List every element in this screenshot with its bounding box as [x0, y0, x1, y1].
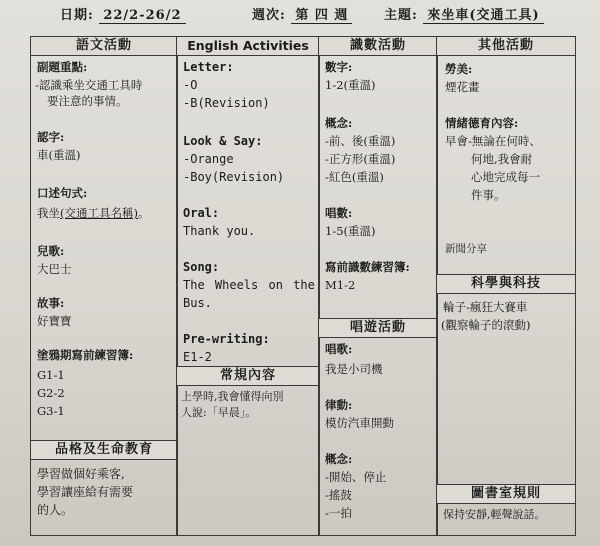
moral-line-1: 學習做個好乘客, — [37, 467, 125, 481]
prewriting-item-3: G3-1 — [37, 404, 65, 418]
art-label: 勞美: — [445, 62, 473, 76]
oral-label: Oral: — [183, 206, 220, 220]
word-label: 認字: — [37, 130, 65, 144]
sing-value: 我是小司機 — [325, 362, 383, 376]
art-value: 煙花畫 — [445, 80, 480, 94]
library-rule: 保持安靜,輕聲說話。 — [443, 508, 546, 521]
chinese-activities-title: 語文活動 — [31, 37, 177, 56]
week-field — [252, 4, 352, 23]
english-activities-title: English Activities — [177, 37, 319, 56]
number-value: 1-2(重溫) — [325, 78, 376, 92]
numeracy-panel — [318, 36, 438, 320]
moral-line-3: 的人。 — [37, 503, 74, 517]
math-concept-item-3: -紅色(重溫) — [325, 170, 384, 184]
science-line-1: 輪子-瘋狂大賽車 — [443, 300, 528, 314]
music-title: 唱遊活動 — [319, 319, 437, 338]
subtopic-line-1: -認識乘坐交通工具時 — [35, 78, 143, 92]
subtopic-label: 副題重點: — [37, 60, 88, 74]
look-say-label: Look & Say: — [183, 134, 263, 148]
emotion-line-2: 何地,我會耐 — [471, 152, 533, 166]
routine-title: 常規內容 — [177, 367, 319, 386]
music-panel — [318, 318, 438, 536]
en-prewriting-label: Pre-writing: — [183, 332, 270, 346]
story-label: 故事: — [37, 296, 65, 310]
science-panel — [436, 274, 576, 486]
routine-line-1: 上學時,我會懂得向別 — [181, 390, 284, 403]
routine-line-2: 人說:「早晨」。 — [181, 406, 257, 419]
emotion-label: 情緒德育內容: — [445, 116, 519, 130]
music-concept-item-1: -開始、停止 — [325, 470, 387, 484]
theme-value: 來坐車(交通工具) — [423, 8, 543, 24]
letter-item-2: -B(Revision) — [183, 96, 270, 110]
chinese-prewriting-label: 塗鴉期寫前練習簿: — [37, 348, 134, 362]
math-concept-label: 概念: — [325, 116, 353, 130]
counting-value: 1-5(重溫) — [325, 224, 376, 238]
oral-pattern-label: 口述句式: — [37, 186, 88, 200]
song-line-1: The Wheels on the — [183, 278, 315, 292]
counting-label: 唱數: — [325, 206, 353, 220]
music-concept-label: 概念: — [325, 452, 353, 466]
rhythm-label: 律動: — [325, 398, 353, 412]
library-title: 圖書室規則 — [437, 485, 575, 504]
emotion-line-1: 早會-無論在何時、 — [445, 134, 541, 148]
emotion-line-4: 件事。 — [471, 188, 506, 202]
science-line-2: (觀察輪子的滾動) — [441, 318, 531, 332]
look-say-item-2: -Boy(Revision) — [183, 170, 285, 184]
date-field — [60, 4, 186, 23]
music-concept-item-2: -搖鼓 — [325, 488, 352, 502]
en-prewriting-value: E1-2 — [183, 350, 212, 364]
look-say-item-1: -Orange — [183, 152, 234, 166]
emotion-line-3: 心地完成每一 — [471, 170, 540, 184]
library-panel — [436, 484, 576, 536]
rhyme-label: 兒歌: — [37, 244, 65, 258]
story-value: 好寶寶 — [37, 314, 72, 328]
other-activities-panel — [436, 36, 576, 276]
prewriting-item-2: G2-2 — [37, 386, 65, 400]
subtopic-line-2: 要注意的事情。 — [47, 94, 128, 108]
math-concept-item-2: -正方形(重溫) — [325, 152, 396, 166]
routine-panel — [176, 366, 320, 536]
letter-label: Letter: — [183, 60, 234, 74]
date-label: 日期: — [60, 8, 94, 23]
theme-field — [384, 4, 544, 23]
letter-item-1: -O — [183, 78, 198, 92]
word-value: 車(重溫) — [37, 148, 81, 162]
date-value: 22/2-26/2 — [99, 8, 185, 24]
song-label: Song: — [183, 260, 220, 274]
sing-label: 唱歌: — [325, 342, 353, 356]
theme-label: 主題: — [384, 8, 418, 23]
numeracy-title: 識數活動 — [319, 37, 437, 56]
news-sharing: 新聞分享 — [445, 243, 487, 255]
song-line-2: Bus. — [183, 296, 212, 310]
music-concept-item-3: -一拍 — [325, 506, 352, 520]
chinese-activities-panel — [30, 36, 178, 444]
number-label: 數字: — [325, 60, 353, 74]
moral-education-title: 品格及生命教育 — [31, 441, 177, 460]
english-activities-panel — [176, 36, 320, 370]
prewriting-item-1: G1-1 — [37, 368, 65, 382]
other-activities-title: 其他活動 — [437, 37, 575, 56]
moral-education-panel — [30, 440, 178, 536]
math-prewriting-label: 寫前識數練習簿: — [325, 260, 410, 274]
week-label: 週次: — [252, 8, 286, 23]
rhyme-value: 大巴士 — [37, 262, 72, 276]
oral-pattern-value: 我坐(交通工具名稱)。 — [37, 206, 150, 220]
math-concept-item-1: -前、後(重溫) — [325, 134, 396, 148]
week-value: 第 四 週 — [291, 8, 352, 24]
math-prewriting-value: M1-2 — [325, 278, 356, 292]
moral-line-2: 學習讓座給有需要 — [37, 485, 134, 499]
rhythm-value: 模仿汽車開動 — [325, 416, 394, 430]
science-title: 科學與科技 — [437, 275, 575, 294]
oral-value: Thank you. — [183, 224, 256, 238]
